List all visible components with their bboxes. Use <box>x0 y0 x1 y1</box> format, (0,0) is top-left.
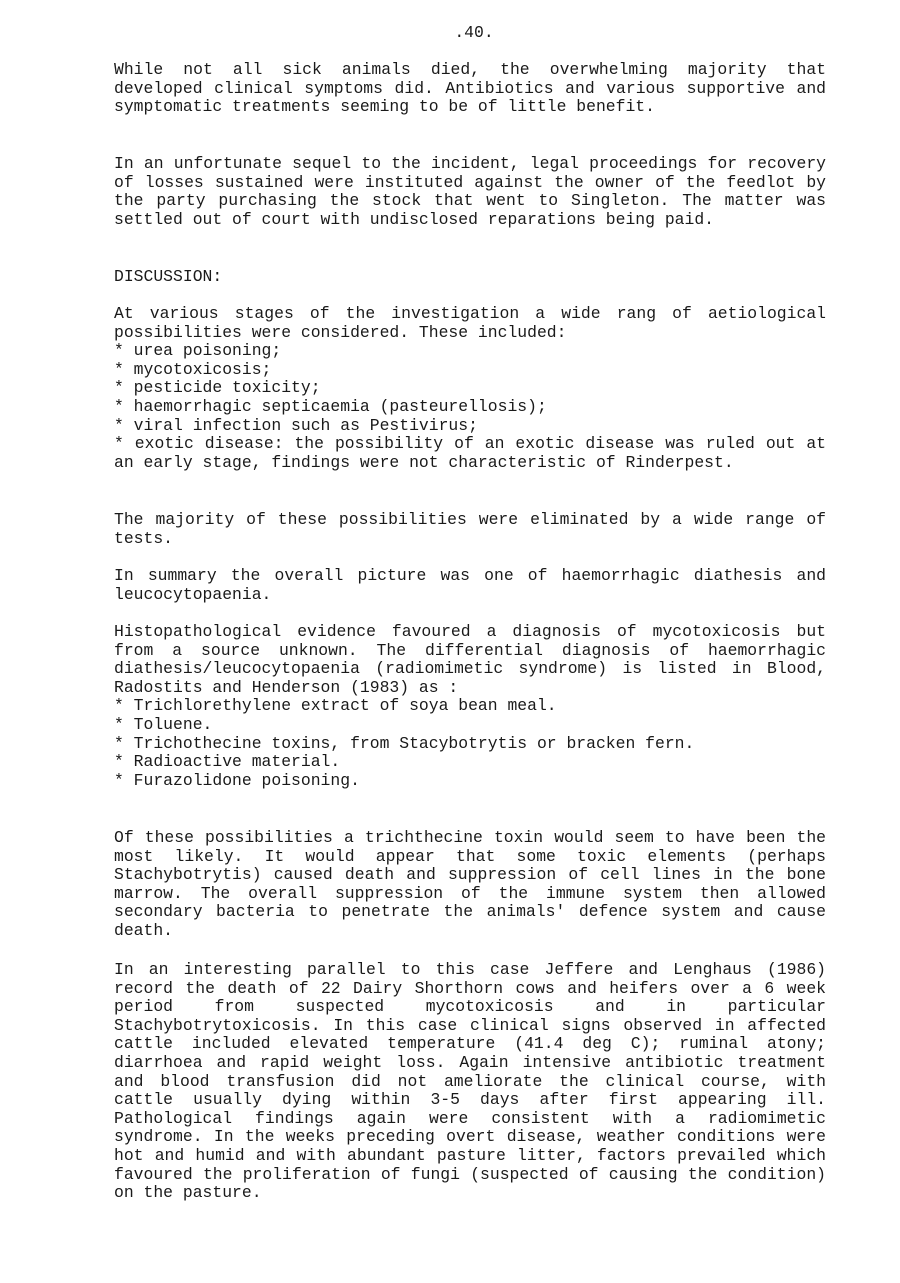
paragraph-mortality: While not all sick animals died, the overwhelming majority that developed clinical symptoms did. Antibiotics and various supportive and symptomatic treatments seeming to be of little benefit. <box>114 60 826 117</box>
discussion-heading: DISCUSSION: <box>114 267 223 286</box>
paragraph-trichothecine: Of these possibilities a trichthecine toxin would seem to have been the most likely. It would appear that some toxic elements (perhaps Stachybotrytis) caused death and suppression of cell lines in the bone marrow. The overall suppression of the immune system then allowed secondary bacteria to penetrate the animals' defence system and cause death. <box>114 828 826 940</box>
differential-diagnosis-section <box>114 623 826 790</box>
paragraph-legal-proceedings: In an unfortunate sequel to the incident, legal proceedings for recovery of losses sustained were instituted against the owner of the feedlot by the party purchasing the stock that went to Singleton. The matter was settled out of court with undisclosed reparations being paid. <box>114 154 826 229</box>
list-item: * mycotoxicosis; <box>114 359 272 379</box>
list-item: * pesticide toxicity; <box>114 378 321 398</box>
exotic-disease-item: * exotic disease: the possibility of an exotic disease was ruled out at an early stage, findings were not characteristic of Rinderpest. <box>114 434 826 472</box>
paragraph-parallel-case: In an interesting parallel to this case Jeffere and Lenghaus (1986) record the death of 22 Dairy Shorthorn cows and heifers over a 6 week period from suspected mycotoxicosis and in particular Stachybotrytoxicosis. In this case clinical signs observed in affected cattle included elevated temperature (41.4 deg C); ruminal atony; diarrhoea and rapid weight loss. Again intensive antibiotic treatment and blood transfusion did not ameliorate the clinical course, with cattle usually dying within 3-5 days after first appearing ill. Pathological findings again were consistent with a radiomimetic syndrome. In the weeks preceding overt disease, weather conditions were hot and humid and with abundant pasture litter, factors prevailed which favoured the proliferation of fungi (suspected of causing the condition) on the pasture. <box>114 960 826 1203</box>
possibilities-intro: At various stages of the investigation a wide rang of aetiological possibilities were considered. These included: <box>114 304 826 342</box>
list-item: * haemorrhagic septicaemia (pasteurellosis); <box>114 396 547 416</box>
list-item: * Furazolidone poisoning. <box>114 770 360 790</box>
list-item: * Trichlorethylene extract of soya bean meal. <box>114 696 557 716</box>
list-item: * Toluene. <box>114 714 213 734</box>
list-item: * Radioactive material. <box>114 752 341 772</box>
page-number: .40. <box>454 23 494 42</box>
paragraph-eliminated: The majority of these possibilities were eliminated by a wide range of tests. <box>114 510 826 548</box>
list-item: * Trichothecine toxins, from Stacybotrytis or bracken fern. <box>114 733 695 753</box>
list-item: * urea poisoning; <box>114 341 282 361</box>
paragraph-summary: In summary the overall picture was one of haemorrhagic diathesis and leucocytopaenia. <box>114 566 826 604</box>
list-item: * viral infection such as Pestivirus; <box>114 415 478 435</box>
aetiological-possibilities-section <box>114 305 826 472</box>
differential-intro: Histopathological evidence favoured a diagnosis of mycotoxicosis but from a source unknown. The differential diagnosis of haemorrhagic diathesis/leucocytopaenia (radiomimetic syndrome) is listed in Blood, Radostits and Henderson (1983) as : <box>114 622 826 697</box>
